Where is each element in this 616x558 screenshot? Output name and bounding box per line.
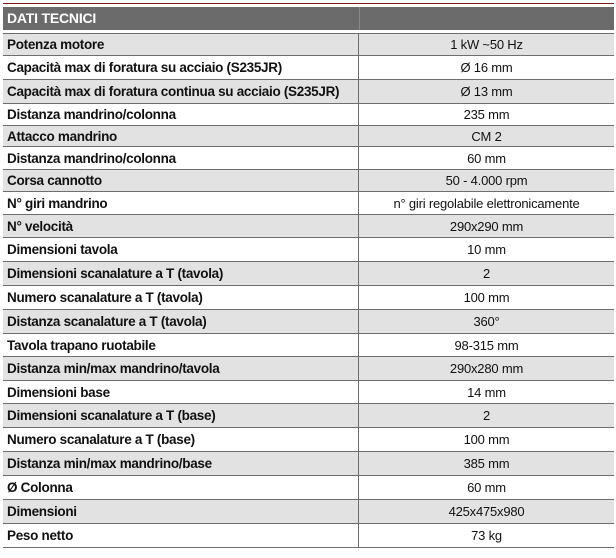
table-row [3, 334, 614, 357]
spec-label: Dimensioni scanalature a T (tavola) [3, 262, 359, 285]
table-row [3, 286, 614, 310]
table-row [3, 33, 614, 56]
table-row [3, 80, 614, 104]
spec-label: Dimensioni [3, 500, 359, 523]
spec-label: Capacità max di foratura su acciaio (S235JR) [3, 56, 359, 79]
spec-value: 14 mm [467, 384, 506, 400]
table-row [3, 452, 614, 476]
table-row [3, 170, 614, 192]
spec-label: Dimensioni base [3, 381, 359, 403]
table-row [3, 310, 614, 334]
spec-label: Ø Colonna [3, 476, 359, 499]
table-row [3, 428, 614, 452]
spec-value: Ø 16 mm [460, 60, 513, 75]
technical-data-sheet [3, 3, 614, 555]
spec-label: Numero scanalature a T (base) [3, 428, 359, 451]
spec-label: N° velocità [3, 215, 359, 237]
spec-label: Potenza motore [3, 34, 359, 55]
spec-value: 360° [473, 314, 500, 329]
spec-value: 290x290 mm [449, 218, 524, 234]
table-row [3, 381, 614, 404]
spec-value: 73 kg [471, 528, 502, 543]
spec-value: 60 mm [467, 150, 506, 166]
table-row [3, 357, 614, 381]
header-separator [359, 7, 360, 30]
table-row [3, 56, 614, 80]
spec-label: Distanza mandrino/colonna [3, 147, 359, 169]
spec-value: n° giri regolabile elettronicamente [393, 195, 580, 211]
table-row [3, 524, 614, 548]
table-row [3, 192, 614, 215]
table-row [3, 126, 614, 147]
spec-label: N° giri mandrino [3, 192, 359, 214]
table-row [3, 238, 614, 262]
spec-value: 2 [482, 408, 491, 423]
spec-value: 425x475x980 [448, 504, 525, 519]
spec-value: 385 mm [463, 456, 510, 471]
spec-value: 2 [482, 266, 491, 281]
spec-value: 60 mm [467, 480, 506, 495]
spec-value: 290x280 mm [449, 361, 524, 376]
spec-label: Distanza min/max mandrino/tavola [3, 357, 359, 380]
spec-value: 1 kW ~50 Hz [450, 37, 523, 52]
table-row [3, 404, 614, 428]
spec-label: Distanza mandrino/colonna [3, 104, 359, 125]
spec-value: 98-315 mm [454, 337, 519, 353]
spec-label: Distanza min/max mandrino/base [3, 452, 359, 475]
spec-value: Ø 13 mm [460, 84, 513, 99]
spec-value: 100 mm [463, 290, 510, 305]
spec-label: Dimensioni tavola [3, 238, 359, 261]
table-row [3, 476, 614, 500]
spec-value: 235 mm [463, 107, 510, 122]
spec-label: Attacco mandrino [3, 126, 359, 146]
spec-value: 100 mm [463, 432, 510, 447]
spec-label: Tavola trapano ruotabile [3, 334, 359, 356]
table-title-bar [3, 7, 614, 30]
table-row [3, 147, 614, 170]
table-row [3, 500, 614, 524]
spec-value: CM 2 [471, 128, 502, 144]
table-row [3, 215, 614, 238]
table-row [3, 262, 614, 286]
spec-label: Numero scanalature a T (tavola) [3, 286, 359, 309]
spec-label: Distanza scanalature a T (tavola) [3, 310, 359, 333]
spec-value: 50 - 4.000 rpm [445, 173, 528, 188]
spec-label: Capacità max di foratura continua su acciaio (S235JR) [3, 80, 359, 103]
spec-label: Corsa cannotto [3, 170, 359, 191]
top-rule [3, 3, 614, 4]
spec-table [3, 33, 614, 548]
spec-value: 10 mm [467, 242, 506, 257]
spec-label: Peso netto [3, 524, 359, 547]
table-row [3, 104, 614, 126]
spec-label: Dimensioni scanalature a T (base) [3, 404, 359, 427]
table-title: DATI TECNICI [7, 10, 97, 26]
